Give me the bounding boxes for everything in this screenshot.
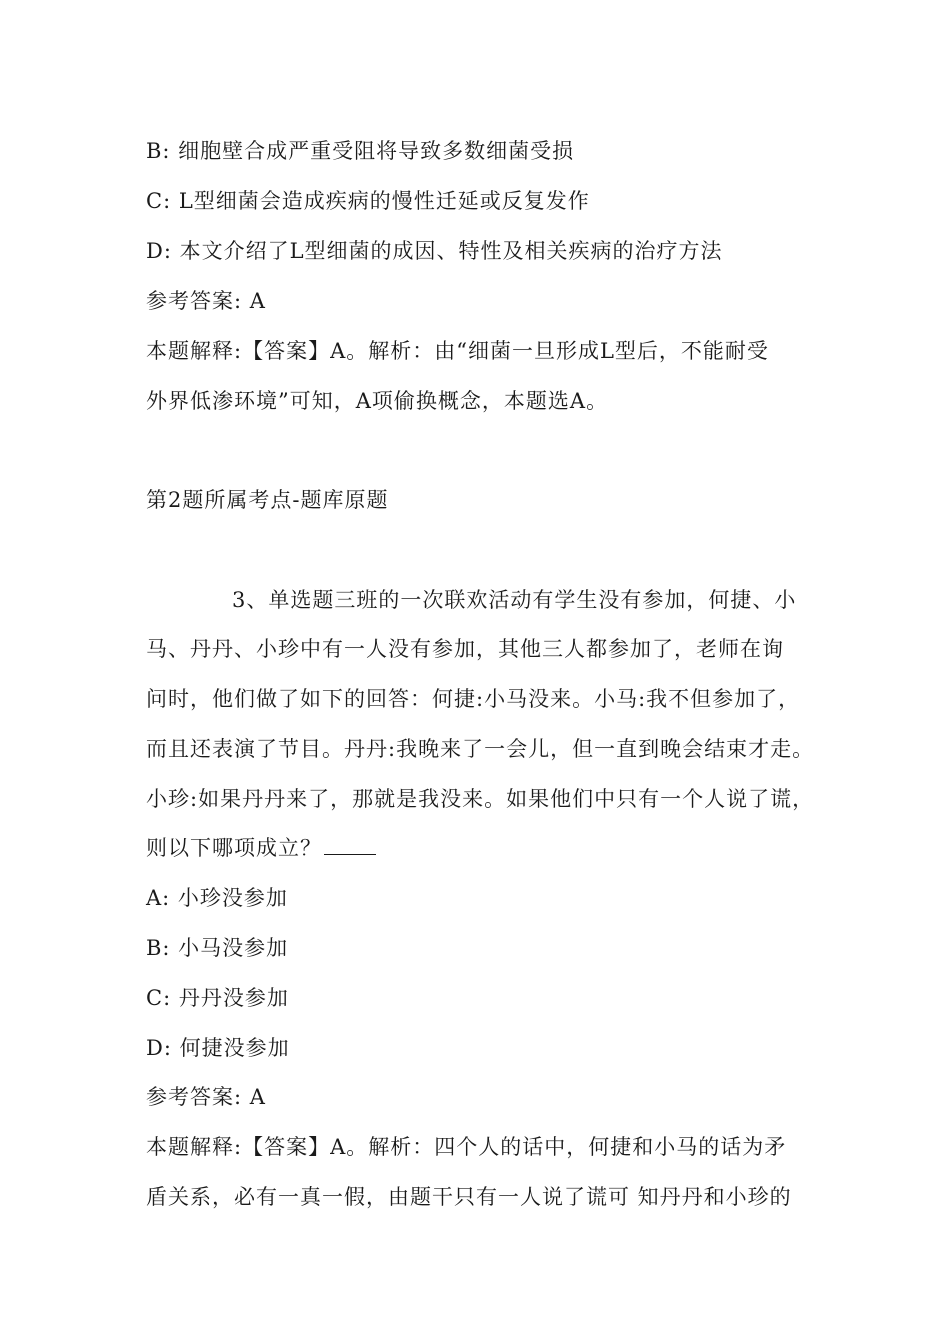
q3-option-b: B: 小马没参加 [146,936,289,960]
q2-answer: 参考答案: A [146,289,266,313]
q3-answer: 参考答案: A [146,1085,266,1109]
q3-option-d: D: 何捷没参加 [146,1036,290,1060]
q2-explanation-line-1: 本题解释:【答案】A。解析：由“细菌一旦形成L型后，不能耐受 [146,339,769,363]
q2-explanation-line-2: 外界低渗环境”可知，A项偷换概念，本题选A。 [146,389,609,413]
q3-stem-line-3: 问时，他们做了如下的回答：何捷:小马没来。小马:我不但参加了， [146,687,801,711]
q3-option-c: C: 丹丹没参加 [146,986,289,1010]
q2-option-d: D: 本文介绍了L型细菌的成因、特性及相关疾病的治疗方法 [146,239,723,263]
q3-stem-line-6 [146,833,376,863]
q3-option-a: A: 小珍没参加 [146,886,288,910]
answer-blank [324,836,376,855]
q3-stem-line-2: 马、丹丹、小珍中有一人没有参加，其他三人都参加了，老师在询 [146,637,784,661]
q2-option-c: C: L型细菌会造成疾病的慢性迁延或反复发作 [146,189,590,213]
q3-explanation-line-1: 本题解释:【答案】A。解析：四个人的话中，何捷和小马的话为矛 [146,1135,787,1159]
q3-stem-line-1: 3、单选题三班的一次联欢活动有学生没有参加，何捷、小 [232,588,797,612]
q3-stem-line-5: 小珍:如果丹丹来了，那就是我没来。如果他们中只有一个人说了谎， [146,787,815,811]
q3-stem-line-4: 而且还表演了节目。丹丹:我晚来了一会儿，但一直到晚会结束才走。 [146,737,815,761]
q2-option-b: B: 细胞壁合成严重受阻将导致多数细菌受损 [146,139,575,163]
q3-explanation-line-2: 盾关系，必有一真一假，由题干只有一人说了谎可 知丹丹和小珍的 [146,1185,792,1209]
q3-question-text: 则以下哪项成立？ [146,836,322,860]
q2-topic: 第2题所属考点-题库原题 [146,488,389,512]
